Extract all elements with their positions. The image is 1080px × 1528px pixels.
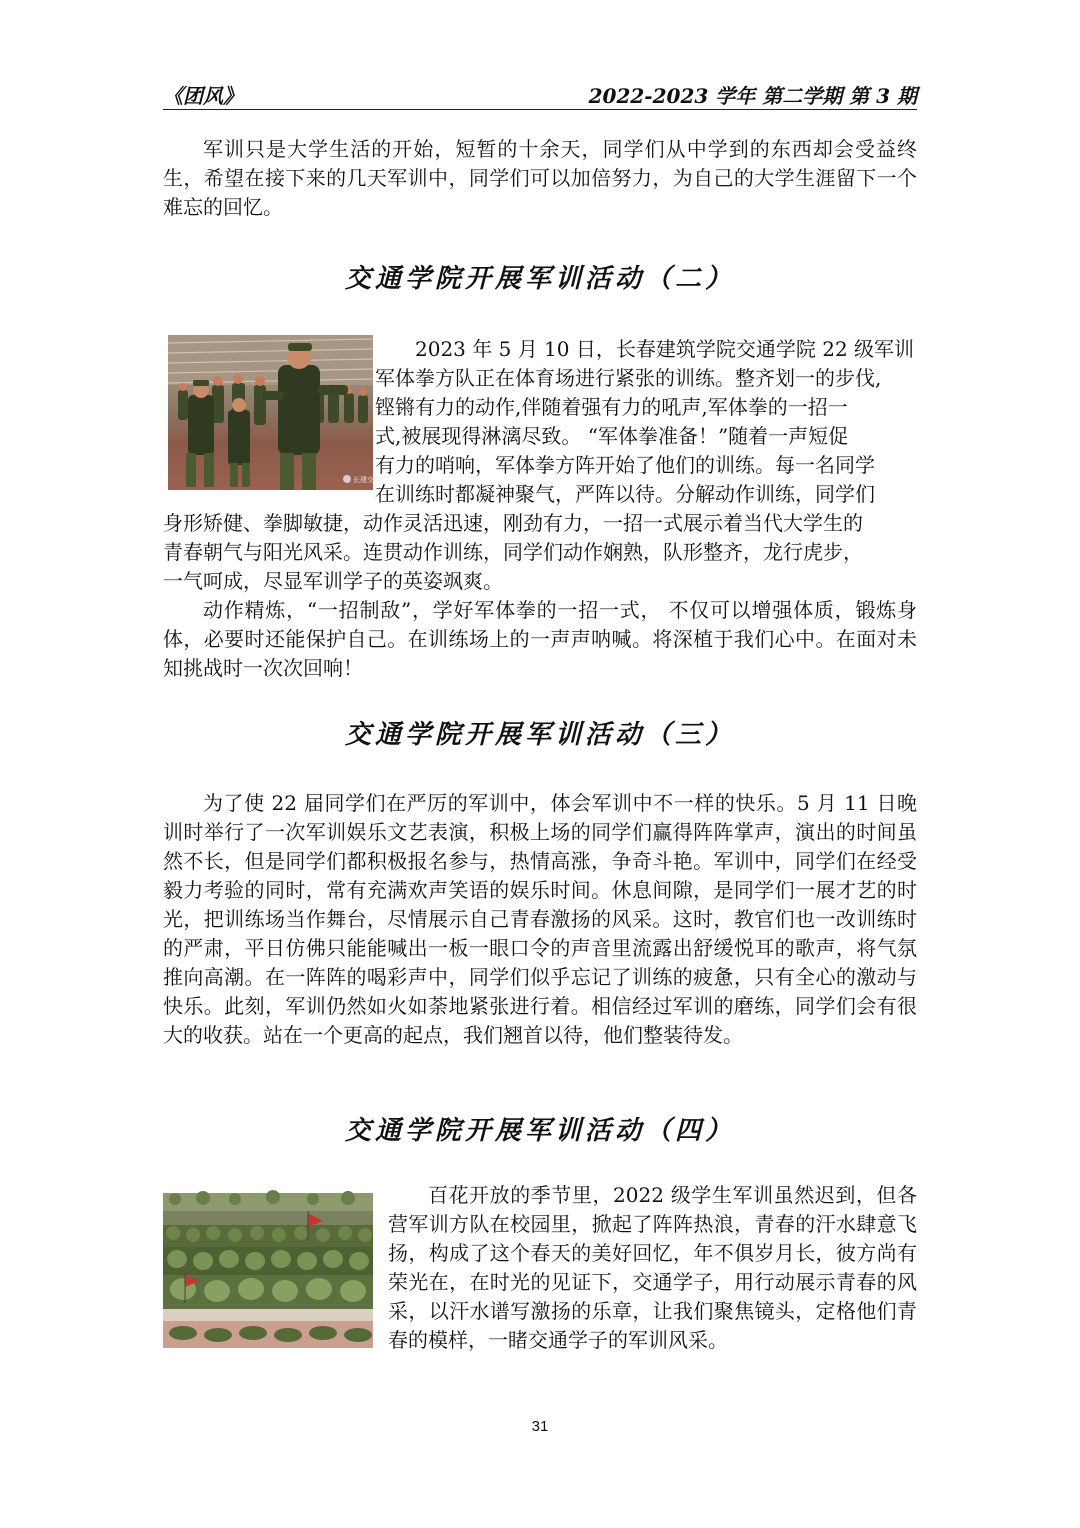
section3-paragraph: 为了使 22 届同学们在严厉的军训中，体会军训中不一样的快乐。5 月 11 日晚训时举行了一次军训娱乐文艺表演，积极上场的同学们赢得阵阵掌声，演出的时间虽然不长，但是同学们都积极报名参与，热情高涨，争奇斗艳。军训中，同学们在经受毅力考验的同时，常有充满欢声笑语的娱乐时间。休息间隙，是同学们一展才艺的时光，把训练场当作舞台，尽情展示自己青春激扬的风采。这时，教官们也一改训练时的严肃，平日仿佛只能能喊出一板一眼口令的声音里流露出舒缓悦耳的歌声，将气氛推向高潮。在一阵阵的喝彩声中，同学们似乎忘记了训练的疲惫，只有全心的激动与快乐。此刻，军训仍然如火如荼地紧张进行着。相信经过军训的磨练，同学们会有很大的收获。站在一个更高的起点，我们翘首以待，他们整装待发。 <box>163 791 917 1047</box>
section2-photo <box>168 335 381 490</box>
section2-title: 交通学院开展军训活动（二） <box>344 264 735 294</box>
section2-line: 式,被展现得淋漓尽致。 “军体拳准备！”随着一声短促 <box>375 424 849 448</box>
intro-paragraph: 军训只是大学生活的开始，短暂的十余天，同学们从中学到的东西却会受益终生，希望在接下来的几天军训中，同学们可以加倍努力，为自己的大学生涯留下一个难忘的回忆。 <box>163 137 917 219</box>
section2-full-line: 身形矫健、拳脚敏捷，动作灵活迅速，刚劲有力，一招一式展示着当代大学生的 <box>163 511 863 535</box>
section2-line: 在训练时都凝神聚气，严阵以待。分解动作训练，同学们 <box>375 482 875 506</box>
military-training-collage <box>163 1193 373 1348</box>
issue-info: 2022-2023 学年 第二学期 第 3 期 <box>588 84 917 108</box>
section2-paragraph2 <box>163 596 917 683</box>
section4-photo <box>163 1193 373 1348</box>
military-boxing-photo <box>168 335 381 490</box>
header-divider <box>163 109 917 110</box>
intro-text <box>163 135 917 222</box>
section4-text <box>388 1181 917 1355</box>
page-header <box>163 80 917 110</box>
section2-line: 有力的哨响，军体拳方阵开始了他们的训练。每一名同学 <box>375 453 875 477</box>
section2-full-lines <box>163 509 917 596</box>
section4-paragraph: 百花开放的季节里，2022 级学生军训虽然迟到，但各营军训方队在校园里，掀起了阵阵热浪，青春的汗水肆意飞扬，构成了这个春天的美好回忆，年不俱岁月长，彼方尚有荣光在，在时光的见证下，交通学子，用行动展示青春的风采，以汗水谱写激扬的乐章，让我们聚焦镜头，定格他们青春的模样，一睹交通学子的军训风采。 <box>388 1183 917 1352</box>
journal-name: 《团风》 <box>163 84 243 108</box>
section2-paragraph2-text: 动作精炼，“一招制敌”，学好军体拳的一招一式， 不仅可以增强体质，锻炼身体，必要时还能保护自己。在训练场上的一声声呐喊。将深植于我们心中。在面对未知挑战时一次次回响！ <box>163 598 917 680</box>
section2-line: 铿锵有力的动作,伴随着强有力的吼声,军体拳的一招一 <box>375 395 848 419</box>
photo-watermark: 长建交通 <box>353 476 381 484</box>
section3-text <box>163 789 917 1050</box>
section2-line: 2023 年 5 月 10 日，长春建筑学院交通学院 22 级军训 <box>415 337 915 361</box>
section2-full-line: 青春朝气与阳光风采。连贯动作训练，同学们动作娴熟，队形整齐，龙行虎步， <box>163 540 863 564</box>
section2-full-line: 一气呵成，尽显军训学子的英姿飒爽。 <box>163 569 503 593</box>
section3-title: 交通学院开展军训活动（三） <box>344 720 735 750</box>
section4-title: 交通学院开展军训活动（四） <box>344 1116 735 1146</box>
section2-wrapped-lines <box>375 335 917 509</box>
section2-line: 军体拳方队正在体育场进行紧张的训练。整齐划一的步伐, <box>375 366 882 390</box>
page-number: 31 <box>531 1418 549 1435</box>
